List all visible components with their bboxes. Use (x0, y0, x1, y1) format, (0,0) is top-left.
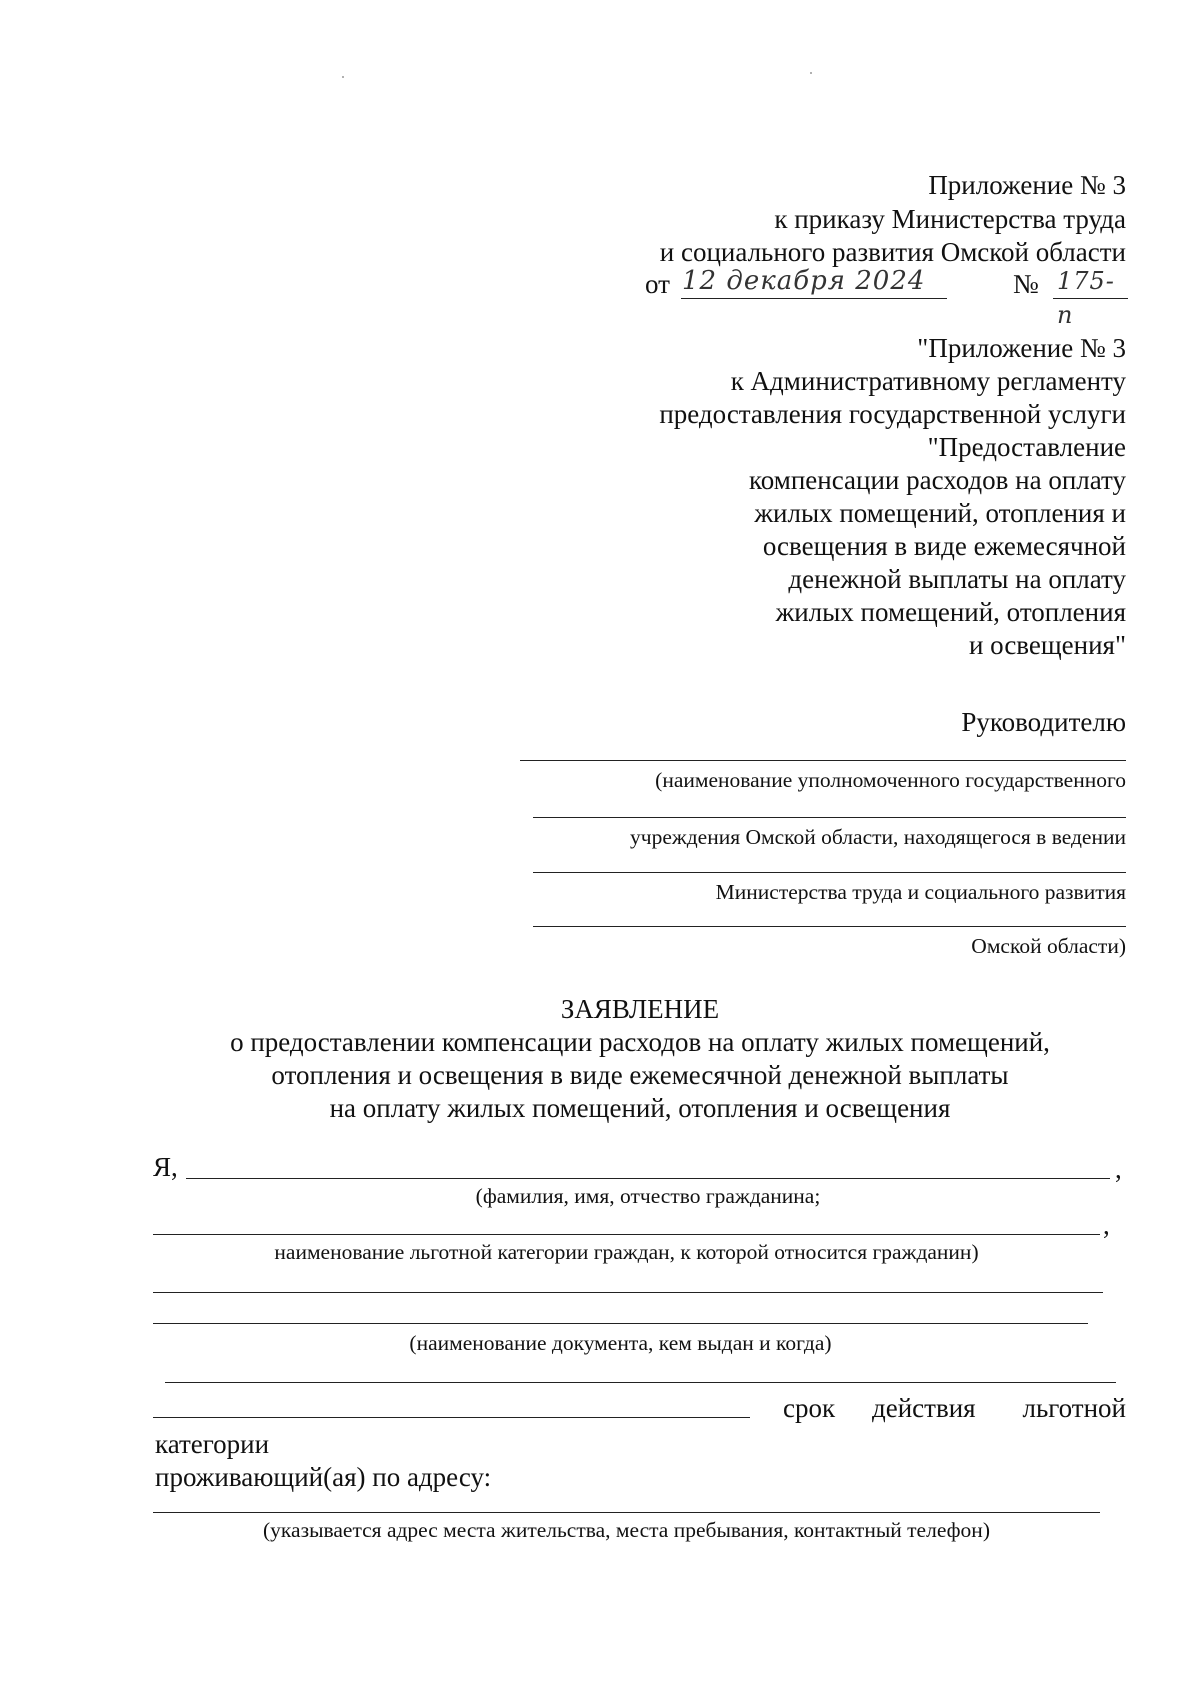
addressee-hint: Министерства труда и социального развития (715, 880, 1126, 904)
regulation-line: освещения в виде ежемесячной (762, 531, 1126, 561)
addressee-hint: учреждения Омской области, находящегося в ведении (630, 825, 1126, 849)
scan-speck (810, 72, 812, 74)
document-blank-line[interactable] (153, 1323, 1088, 1324)
header-order-ref: к приказу Министерства труда (774, 204, 1126, 234)
address-blank-line[interactable] (153, 1512, 1100, 1513)
validity-word: срок (783, 1393, 836, 1423)
addressee-blank-line (520, 760, 1126, 761)
regulation-line: жилых помещений, отопления и (754, 498, 1126, 528)
number-label: № (1013, 269, 1039, 299)
regulation-line: предоставления государственной услуги (659, 399, 1126, 429)
address-hint: (указывается адрес места жительства, места пребывания, контактный телефон) (263, 1518, 990, 1542)
document-hint: (наименование документа, кем выдан и когда) (409, 1331, 832, 1355)
handwritten-date: 12 декабря 2024 (682, 266, 926, 296)
application-subtitle: о предоставлении компенсации расходов на оплату жилых помещений, (230, 1027, 1050, 1057)
line-end-comma: , (1103, 1210, 1110, 1240)
regulation-line: и освещения" (968, 630, 1126, 660)
fio-blank-line[interactable] (186, 1178, 1110, 1179)
scan-speck (342, 76, 344, 78)
category-hint: наименование льготной категории граждан, к которой относится гражданин) (274, 1240, 979, 1264)
line-end-comma: , (1115, 1154, 1122, 1184)
header-ministry: и социального развития Омской области (659, 237, 1126, 267)
addressee-to: Руководителю (961, 707, 1126, 737)
category-word: категории (155, 1429, 270, 1459)
residing-label: проживающий(ая) по адресу: (155, 1462, 492, 1492)
header-date-number-row (645, 266, 1131, 329)
regulation-line: компенсации расходов на оплату (749, 465, 1126, 495)
regulation-line: "Предоставление (927, 432, 1126, 462)
validity-word: действия (872, 1393, 976, 1423)
validity-word: льготной (1022, 1393, 1126, 1423)
addressee-blank-line (533, 926, 1126, 927)
validity-blank-line[interactable] (153, 1417, 750, 1418)
document-blank-line[interactable] (153, 1292, 1103, 1293)
regulation-line: "Приложение № 3 (917, 333, 1126, 363)
application-subtitle: на оплату жилых помещений, отопления и освещения (329, 1093, 951, 1123)
validity-blank-line[interactable] (165, 1382, 1116, 1383)
application-title: ЗАЯВЛЕНИЕ (560, 994, 720, 1024)
regulation-line: денежной выплаты на оплату (788, 564, 1126, 594)
date-from-label: от (645, 269, 670, 299)
regulation-line: жилых помещений, отопления (775, 597, 1126, 627)
regulation-line: к Административному регламенту (730, 366, 1126, 396)
addressee-hint: (наименование уполномоченного государственного (655, 768, 1126, 792)
fio-hint: (фамилия, имя, отчество гражданина; (475, 1184, 821, 1208)
number-underline (1053, 298, 1128, 299)
ya-label: Я, (153, 1152, 178, 1182)
application-subtitle: отопления и освещения в виде ежемесячной денежной выплаты (271, 1060, 1009, 1090)
header-appendix-number: Приложение № 3 (928, 170, 1126, 200)
addressee-blank-line (533, 817, 1126, 818)
category-blank-line[interactable] (153, 1234, 1100, 1235)
handwritten-number: 175-п (1057, 267, 1115, 329)
addressee-blank-line (533, 872, 1126, 873)
date-underline (681, 298, 947, 299)
addressee-hint: Омской области) (971, 934, 1126, 958)
